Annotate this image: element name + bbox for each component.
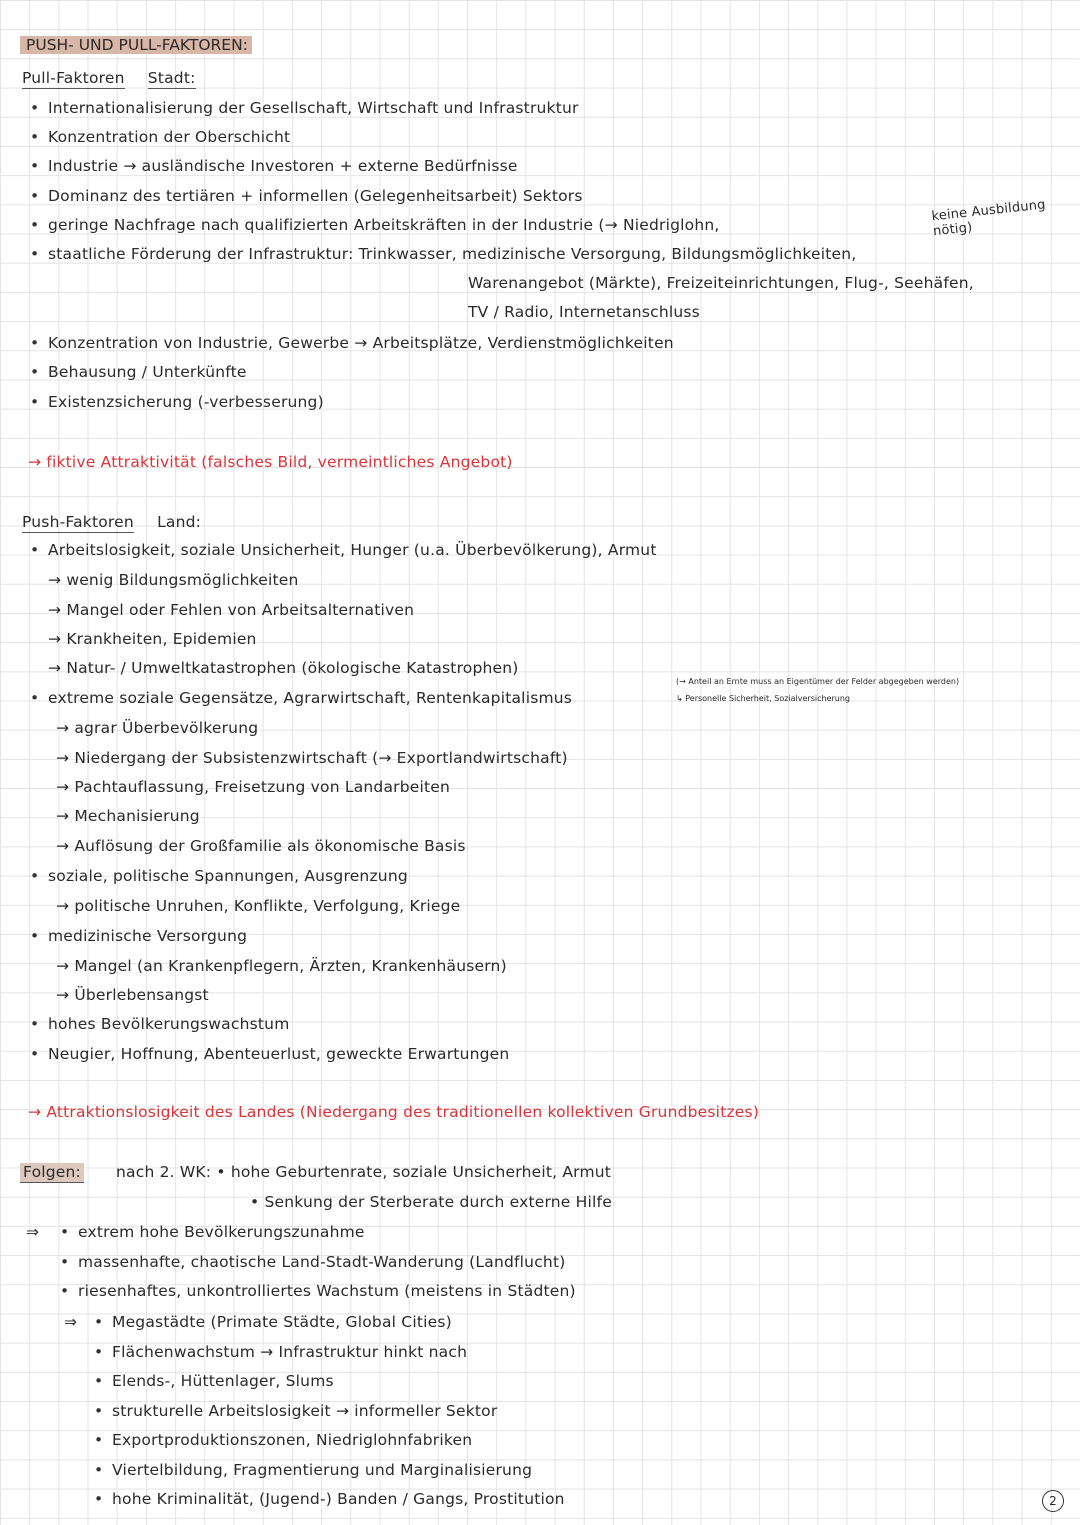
folgen-item: • riesenhaftes, unkontrolliertes Wachstum (meistens in Städten) — [78, 1281, 576, 1301]
pull-item: • staatliche Förderung der Infrastruktur: Trinkwasser, medizinische Versorgung, Bildungsmöglichkeiten, — [48, 244, 856, 264]
push-subitem: → Überlebensangst — [56, 986, 209, 1004]
push-subitem: → agrar Überbevölkerung — [56, 719, 259, 737]
push-subitem: → Pachtauflassung, Freisetzung von Landarbeiten — [56, 778, 451, 796]
push-subitem: → Natur- / Umweltkatastrophen (ökologische Katastrophen) — [48, 659, 519, 677]
push-item: • soziale, politische Spannungen, Ausgrenzung — [48, 866, 408, 886]
push-subitem: → Mangel (an Krankenpflegern, Ärzten, Krankenhäusern) — [56, 957, 507, 975]
push-item: • medizinische Versorgung — [48, 926, 247, 946]
pull-heading: Pull-Faktoren — [22, 69, 125, 87]
folgen-intro: • Senkung der Sterberate durch externe Hilfe — [250, 1193, 612, 1211]
folgen-subitem: • Viertelbildung, Fragmentierung und Marginalisierung — [112, 1460, 532, 1480]
pull-item-continuation: Warenangebot (Märkte), Freizeiteinrichtungen, Flug-, Seehäfen, — [468, 274, 974, 292]
pull-item: • Dominanz des tertiären + informellen (Gelegenheitsarbeit) Sektors — [48, 186, 583, 206]
pull-item-continuation: TV / Radio, Internetanschluss — [468, 303, 700, 321]
push-subitem: → Auflösung der Großfamilie als ökonomische Basis — [56, 837, 466, 855]
pull-heading-row — [22, 68, 196, 88]
folgen-sub-arrow: ⇒ — [64, 1313, 77, 1331]
push-subitem: → Niedergang der Subsistenzwirtschaft (→ Exportlandwirtschaft) — [56, 749, 568, 767]
push-subitem: → Mechanisierung — [56, 807, 200, 825]
folgen-arrow: ⇒ — [26, 1223, 39, 1241]
pull-heading-place: Stadt: — [147, 69, 196, 87]
push-subitem: → wenig Bildungsmöglichkeiten — [48, 571, 299, 589]
pull-item: • Konzentration der Oberschicht — [48, 127, 290, 147]
folgen-item: • extrem hohe Bevölkerungszunahme — [78, 1222, 365, 1242]
push-heading-row — [22, 512, 201, 532]
pull-item: • Existenzsicherung (-verbesserung) — [48, 392, 324, 412]
pull-item: • geringe Nachfrage nach qualifizierten Arbeitskräften in der Industrie (→ Niedriglohn, — [48, 215, 720, 235]
push-item: • hohes Bevölkerungswachstum — [48, 1014, 290, 1034]
folgen-subitem: • Elends-, Hüttenlager, Slums — [112, 1371, 334, 1391]
pull-conclusion: → fiktive Attraktivität (falsches Bild, vermeintliches Angebot) — [28, 453, 513, 471]
pull-note-above: keine Ausbildung nötig) — [930, 197, 1047, 240]
folgen-subitem: • Exportproduktionszonen, Niedriglohnfabriken — [112, 1430, 472, 1450]
push-subitem: → politische Unruhen, Konflikte, Verfolgung, Kriege — [56, 897, 461, 915]
page-title: PUSH- UND PULL-FAKTOREN: — [20, 36, 252, 54]
push-subitem: → Mangel oder Fehlen von Arbeitsalternativen — [48, 601, 415, 619]
folgen-intro: nach 2. WK: • hohe Geburtenrate, soziale Unsicherheit, Armut — [116, 1163, 612, 1181]
push-side-note: (→ Anteil an Ernte muss an Eigentümer der Felder abgegeben werden) — [676, 677, 960, 686]
folgen-subitem: • strukturelle Arbeitslosigkeit → informeller Sektor — [112, 1401, 497, 1421]
push-item: • Arbeitslosigkeit, soziale Unsicherheit, Hunger (u.a. Überbevölkerung), Armut — [48, 540, 657, 560]
pull-item: • Internationalisierung der Gesellschaft, Wirtschaft und Infrastruktur — [48, 98, 579, 118]
push-subitem: → Krankheiten, Epidemien — [48, 630, 257, 648]
pull-item: • Konzentration von Industrie, Gewerbe → Arbeitsplätze, Verdienstmöglichkeiten — [48, 333, 674, 353]
push-item: • extreme soziale Gegensätze, Agrarwirtschaft, Rentenkapitalismus — [48, 688, 572, 708]
folgen-item: • massenhafte, chaotische Land-Stadt-Wanderung (Landflucht) — [78, 1252, 565, 1272]
push-side-note: ↳ Personelle Sicherheit, Sozialversicherung — [676, 694, 850, 703]
folgen-heading-label: Folgen: — [20, 1163, 84, 1183]
page-number: 2 — [1042, 1490, 1064, 1512]
pull-item: • Behausung / Unterkünfte — [48, 362, 247, 382]
folgen-subitem: • Flächenwachstum → Infrastruktur hinkt nach — [112, 1342, 467, 1362]
push-heading: Push-Faktoren — [22, 513, 134, 531]
pull-item: • Industrie → ausländische Investoren + externe Bedürfnisse — [48, 156, 518, 176]
folgen-heading — [20, 1162, 84, 1182]
push-conclusion: → Attraktionslosigkeit des Landes (Niedergang des traditionellen kollektiven Grundbesitzes) — [28, 1103, 760, 1121]
folgen-subitem: • Megastädte (Primate Städte, Global Cities) — [112, 1312, 452, 1332]
push-item: • Neugier, Hoffnung, Abenteuerlust, geweckte Erwartungen — [48, 1044, 509, 1064]
folgen-subitem: • hohe Kriminalität, (Jugend-) Banden / Gangs, Prostitution — [112, 1489, 565, 1509]
push-heading-place: Land: — [157, 513, 202, 531]
